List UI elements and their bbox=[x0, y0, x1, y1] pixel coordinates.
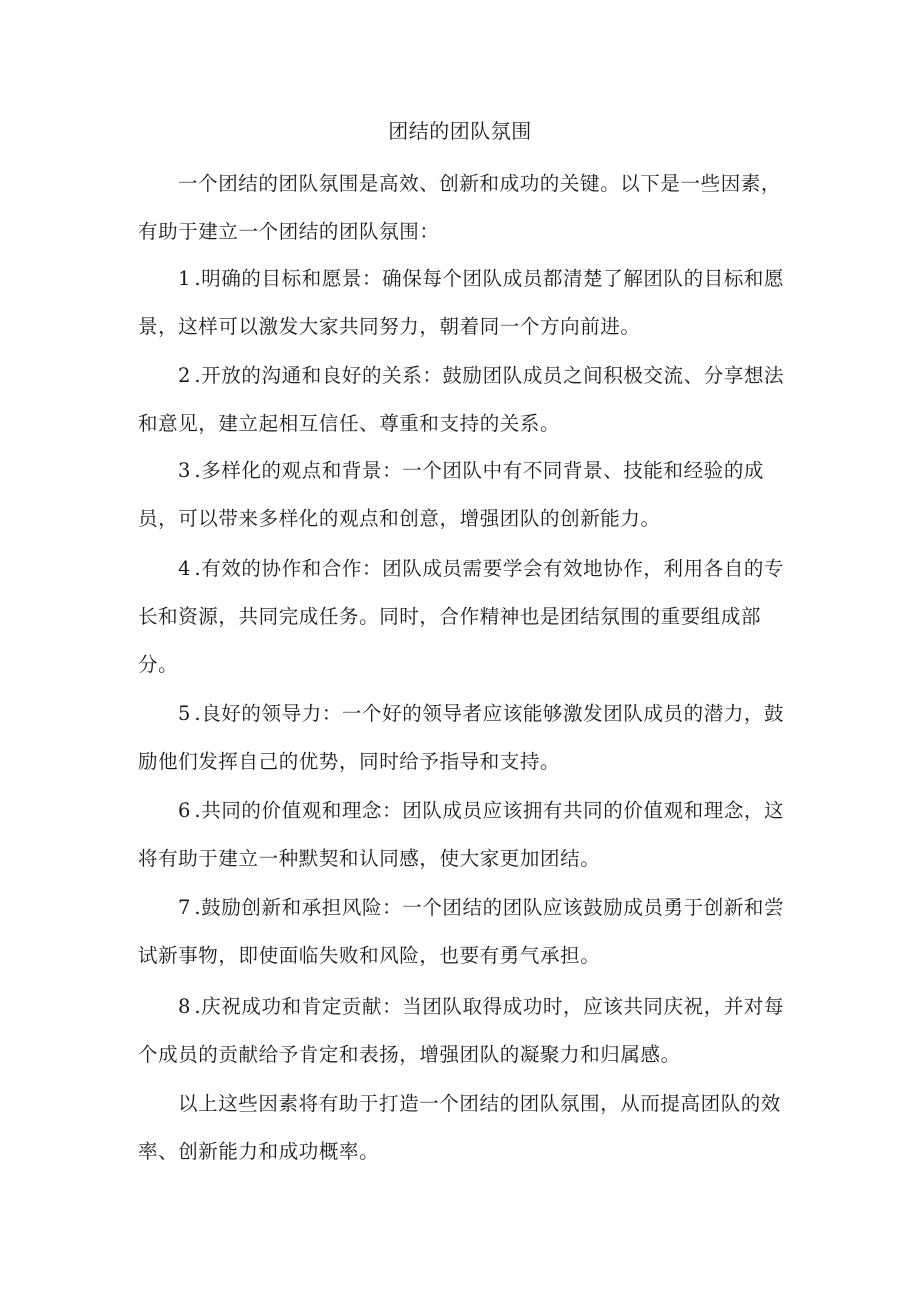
item-number: 3 bbox=[178, 459, 195, 482]
list-item-3 bbox=[138, 447, 788, 543]
intro-paragraph: 一个团结的团队氛围是高效、创新和成功的关键。以下是一些因素，有助于建立一个团结的团队氛围： bbox=[138, 172, 782, 243]
item-number: 6 bbox=[178, 799, 195, 822]
item-number: 2 bbox=[178, 364, 195, 387]
item-text: .开放的沟通和良好的关系：鼓励团队成员之间积极交流、分享想法和意见，建立起相互信任、尊重和支持的关系。 bbox=[138, 364, 785, 435]
item-number: 7 bbox=[178, 896, 195, 919]
document-title: 团结的团队氛围 bbox=[388, 119, 532, 143]
item-number: 4 bbox=[178, 557, 195, 580]
item-text: .共同的价值观和理念：团队成员应该拥有共同的价值观和理念，这将有助于建立一种默契和认同感，使大家更加团结。 bbox=[138, 799, 785, 870]
list-item-8 bbox=[138, 983, 788, 1079]
list-item-5 bbox=[138, 690, 788, 786]
item-number: 8 bbox=[178, 995, 195, 1018]
list-item-1 bbox=[138, 255, 788, 351]
item-text: .良好的领导力：一个好的领导者应该能够激发团队成员的潜力，鼓励他们发挥自己的优势，同时给予指导和支持。 bbox=[138, 702, 785, 773]
item-text: .庆祝成功和肯定贡献：当团队取得成功时，应该共同庆祝，并对每个成员的贡献给予肯定和表扬，增强团队的凝聚力和归属感。 bbox=[138, 995, 785, 1066]
item-text: .多样化的观点和背景：一个团队中有不同背景、技能和经验的成员，可以带来多样化的观点和创意，增强团队的创新能力。 bbox=[138, 459, 765, 530]
item-number: 5 bbox=[178, 702, 195, 725]
item-text: .明确的目标和愿景：确保每个团队成员都清楚了解团队的目标和愿景，这样可以激发大家共同努力，朝着同一个方向前进。 bbox=[138, 267, 785, 338]
item-text: .鼓励创新和承担风险：一个团结的团队应该鼓励成员勇于创新和尝试新事物，即使面临失败和风险，也要有勇气承担。 bbox=[138, 896, 785, 967]
item-text: .有效的协作和合作：团队成员需要学会有效地协作，利用各自的专长和资源，共同完成任务。同时，合作精神也是团结氛围的重要组成部分。 bbox=[138, 557, 785, 676]
list-item-4 bbox=[138, 545, 788, 689]
list-item-6 bbox=[138, 787, 788, 883]
item-number: 1 bbox=[178, 267, 195, 290]
conclusion-paragraph: 以上这些因素将有助于打造一个团结的团队氛围，从而提高团队的效率、创新能力和成功概率。 bbox=[138, 1092, 782, 1163]
list-item-2 bbox=[138, 352, 788, 448]
list-item-7 bbox=[138, 884, 788, 980]
